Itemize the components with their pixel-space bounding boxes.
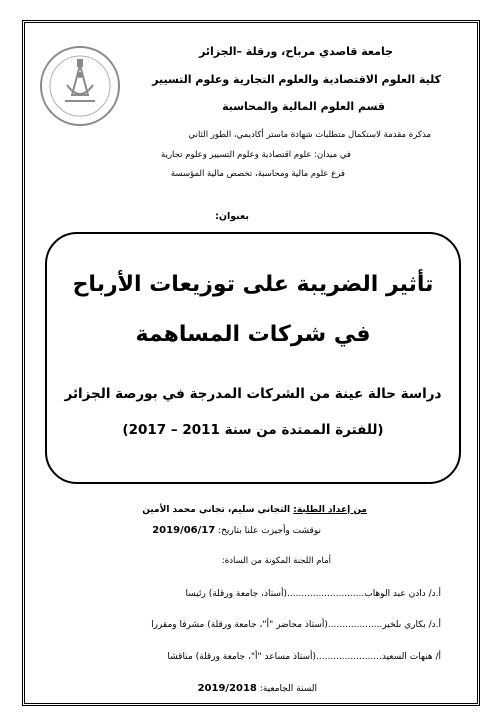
- department-name: قسم العلوم المالية والمحاسبة: [222, 100, 385, 113]
- defense-date: 2019/06/17: [152, 525, 216, 536]
- academic-year-value: 2019/2018: [197, 683, 257, 694]
- memo-description: مذكرة مقدمة لاستكمال متطلبات شهادة ماستر أكاديمي، الطور الثاني: [188, 130, 431, 140]
- memo-branch: فرع علوم مالية ومحاسبة، تخصص مالية المؤسسة: [170, 169, 345, 179]
- students-line: [142, 505, 367, 515]
- academic-year-line: [198, 683, 317, 694]
- students-label: من إعداد الطلبة:: [293, 505, 367, 515]
- committee-member-supervisor: أ.د/ بكاري بلخير...................(أستاذ محاضر "أ"، جامعة ورقلة) مشرفا ومقررا: [151, 620, 441, 630]
- defense-label: نوقشت وأجيزت علنا بتاريخ:: [218, 526, 321, 536]
- committee-member-president: أ.د/ دادن عبد الوهاب...........................(أستاذ، جامعة ورقلة) رئيسا: [185, 589, 441, 599]
- title-box: [45, 232, 461, 484]
- memo-field: في ميدان: علوم اقتصادية وعلوم التسيير وعلوم تجارية: [161, 150, 351, 160]
- defense-line: [152, 525, 321, 536]
- students-names: التجاني سليم، تجاني محمد الأمين: [142, 505, 291, 515]
- thesis-cover-page: [22, 20, 480, 706]
- university-name: جامعة قاصدي مرباح، ورقلة –الجزائر: [199, 45, 393, 58]
- committee-label: أمام اللجنة المكونة من السادة:: [221, 556, 331, 566]
- committee-member-examiner: أ/ هنهات السعيد.......................(أستاذ مساعد "أ"، جامعة ورقلة) مناقشا: [167, 652, 441, 662]
- subject-label: بعنوان:: [215, 211, 249, 222]
- thesis-period: (للفترة الممتدة من سنة 2011 – 2017): [122, 422, 384, 438]
- thesis-subtitle: دراسة حالة عينة من الشركات المدرجة في بورصة الجزائر: [64, 386, 442, 402]
- university-logo: [39, 45, 121, 127]
- thesis-title-line1: تأثير الضريبة على توزيعات الأرباح: [72, 272, 434, 297]
- faculty-name: كلية العلوم الاقتصادية والعلوم التجارية وعلوم التسيير: [152, 73, 441, 86]
- thesis-title-line2: في شركات المساهمة: [135, 322, 371, 347]
- academic-year-label: السنة الجامعية:: [259, 684, 317, 694]
